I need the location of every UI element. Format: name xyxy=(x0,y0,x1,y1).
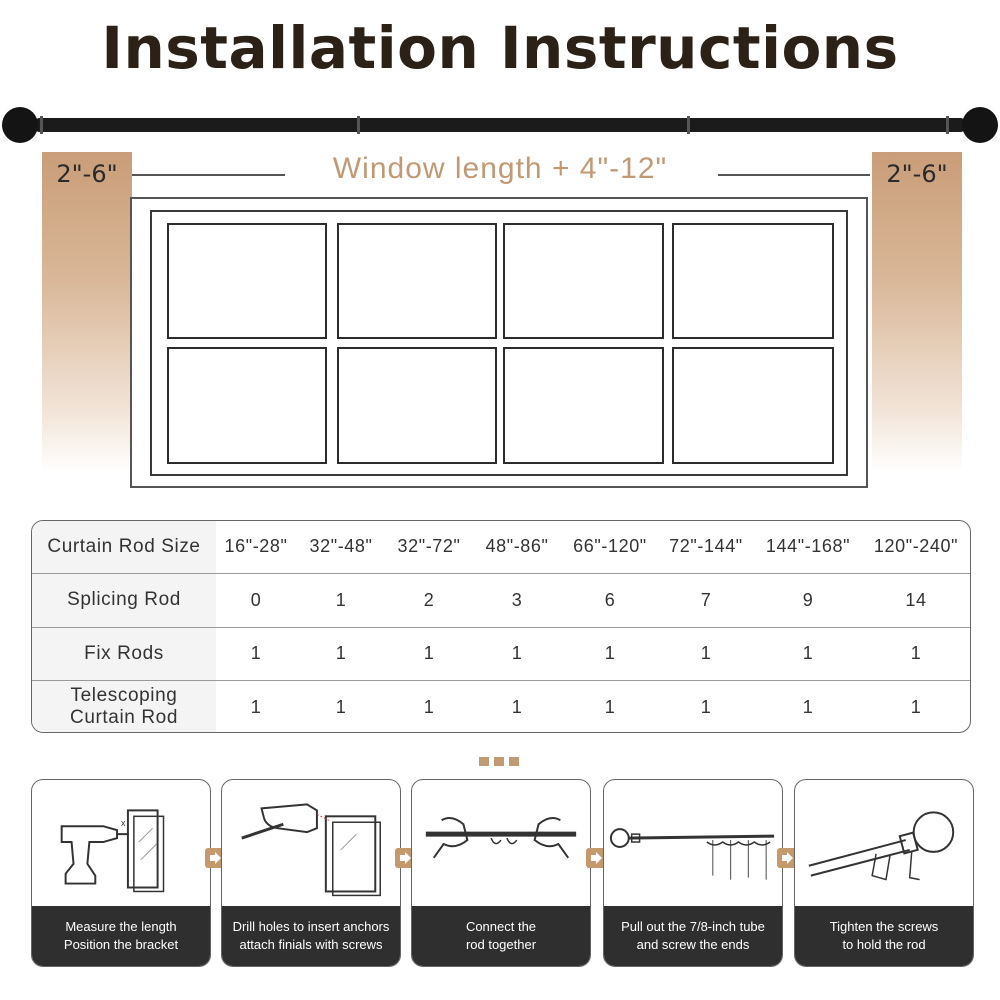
svg-text:x: x xyxy=(121,818,126,829)
separator-dots xyxy=(479,753,524,771)
row-header: Curtain Rod Size xyxy=(32,521,216,573)
right-finial-icon xyxy=(962,107,998,143)
step-4-card xyxy=(603,779,783,967)
table-cell: 1 xyxy=(335,589,347,610)
step-caption-line: attach finials with screws xyxy=(239,937,383,952)
window-pane xyxy=(167,223,327,339)
step-caption-line: Position the bracket xyxy=(63,937,179,952)
step-caption-line: to hold the rod xyxy=(842,937,926,952)
step-caption-line: Drill holes to insert anchors xyxy=(232,919,390,934)
dot xyxy=(509,757,519,766)
right-margin-label: 2"-6" xyxy=(886,160,948,188)
table-cell: 1 xyxy=(700,643,712,663)
step-2-card xyxy=(221,779,401,967)
tube-icon xyxy=(604,780,782,908)
step-caption xyxy=(222,906,400,966)
table-cell: 32"-48" xyxy=(309,536,373,557)
step-5-card xyxy=(794,779,974,967)
table-cell: 66"-120" xyxy=(573,536,647,557)
rod-size-table xyxy=(31,520,971,733)
table-cell: 1 xyxy=(250,643,262,663)
window-pane xyxy=(167,347,327,464)
step-caption-line: and screw the ends xyxy=(636,937,750,952)
table-cell: 0 xyxy=(250,589,262,610)
dot xyxy=(479,757,489,766)
table-row xyxy=(32,521,970,573)
table-cell: 1 xyxy=(802,696,814,717)
table-cell: 1 xyxy=(802,643,814,663)
step-caption xyxy=(604,906,782,966)
step-caption xyxy=(32,906,210,966)
table-cell: 1 xyxy=(604,696,616,717)
row-header: Splicing Rod xyxy=(32,573,216,627)
rod-joint xyxy=(357,116,360,134)
table-cell: 7 xyxy=(700,589,712,610)
step-caption xyxy=(412,906,590,966)
rod-joint xyxy=(40,116,43,134)
bracket-icon xyxy=(222,780,400,908)
step-caption-line: Measure the length xyxy=(65,919,177,934)
window-pane xyxy=(672,347,834,464)
row-header-line: Telescoping xyxy=(70,685,178,707)
rod-joint xyxy=(946,116,949,134)
table-cell: 16"-28" xyxy=(224,536,288,557)
table-cell: 1 xyxy=(700,696,712,717)
finial-icon xyxy=(795,780,973,908)
table-cell: 72"-144" xyxy=(669,536,743,557)
window-length-label: Window length + 4"-12" xyxy=(332,152,668,185)
table-cell: 144"-168" xyxy=(765,536,851,557)
table-cell: 3 xyxy=(511,589,523,610)
table-cell: 1 xyxy=(910,643,922,663)
step-1-card xyxy=(31,779,211,967)
table-cell: 32"-72" xyxy=(397,536,461,557)
window-pane xyxy=(503,347,664,464)
left-finial-icon xyxy=(2,107,38,143)
table-cell: 1 xyxy=(511,643,523,663)
window-pane xyxy=(672,223,834,339)
table-cell: 1 xyxy=(335,643,347,663)
table-cell: 1 xyxy=(423,643,435,663)
left-margin-label: 2"-6" xyxy=(56,160,118,188)
measure-line-right xyxy=(718,174,870,176)
row-header xyxy=(32,680,216,733)
table-row xyxy=(32,573,970,627)
row-header-line: Curtain Rod xyxy=(70,707,178,729)
drill-icon xyxy=(32,780,210,908)
table-cell: 48"-86" xyxy=(485,536,549,557)
table-cell: 1 xyxy=(511,696,523,717)
step-3-card xyxy=(411,779,591,967)
table-cell: 1 xyxy=(250,696,262,717)
table-cell: 6 xyxy=(604,589,616,610)
table-cell: 1 xyxy=(604,643,616,663)
table-cell: 120"-240" xyxy=(873,536,959,557)
window-pane xyxy=(503,223,664,339)
step-caption-line: Connect the xyxy=(465,919,537,934)
row-header: Fix Rods xyxy=(32,627,216,680)
measure-line-left xyxy=(132,174,285,176)
page-title: Installation Instructions xyxy=(101,14,899,82)
rod-joint xyxy=(687,116,690,134)
table-cell: 1 xyxy=(910,696,922,717)
window-pane xyxy=(337,347,497,464)
table-cell: 14 xyxy=(905,589,927,610)
step-caption-line: rod together xyxy=(465,937,537,952)
step-caption-line: Pull out the 7/8-inch tube xyxy=(621,919,765,934)
table-row xyxy=(32,680,970,733)
dot xyxy=(494,757,504,766)
step-caption-line: Tighten the screws xyxy=(829,919,939,934)
right-margin-zone xyxy=(872,152,962,472)
window-pane xyxy=(337,223,497,339)
table-cell: 1 xyxy=(335,696,347,717)
table-cell: 9 xyxy=(802,589,814,610)
step-caption xyxy=(795,906,973,966)
table-row xyxy=(32,627,970,680)
table-cell: 2 xyxy=(423,589,435,610)
hands-rod-icon xyxy=(412,780,590,908)
curtain-rod xyxy=(36,118,964,132)
left-margin-zone xyxy=(42,152,132,472)
table-cell: 1 xyxy=(423,696,435,717)
